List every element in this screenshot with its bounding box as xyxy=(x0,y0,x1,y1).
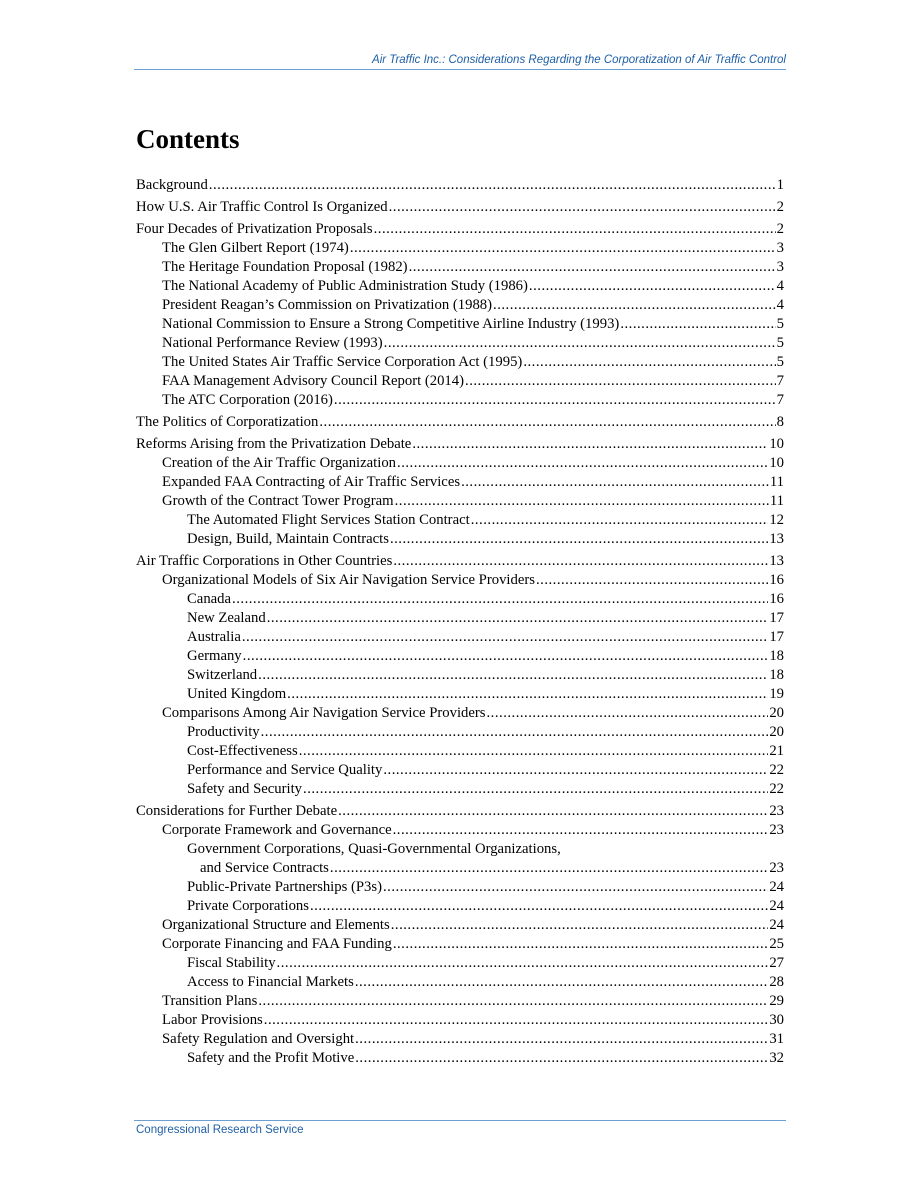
toc-entry[interactable] xyxy=(136,413,784,432)
toc-page-number: 16 xyxy=(769,591,784,607)
toc-entry-title: Transition Plans xyxy=(162,993,258,1009)
dot-leader xyxy=(303,780,768,799)
dot-leader xyxy=(267,609,769,628)
toc-page-number: 7 xyxy=(776,392,784,408)
toc-entry[interactable] xyxy=(136,723,784,742)
dot-leader xyxy=(395,492,769,511)
dot-leader xyxy=(393,552,768,571)
dot-leader xyxy=(383,761,768,780)
toc-entry[interactable] xyxy=(136,954,784,973)
dot-leader xyxy=(232,590,768,609)
dot-leader xyxy=(465,372,776,391)
toc-entry[interactable] xyxy=(136,571,784,590)
toc-page-number: 28 xyxy=(769,974,784,990)
toc-page-number: 1 xyxy=(776,177,784,193)
toc-page-number: 8 xyxy=(776,414,784,430)
toc-entry[interactable] xyxy=(136,647,784,666)
toc-entry-title: Organizational Structure and Elements xyxy=(162,917,390,933)
dot-leader xyxy=(620,315,775,334)
toc-entry[interactable] xyxy=(136,821,784,840)
toc-entry-title: Access to Financial Markets xyxy=(187,974,354,990)
dot-leader xyxy=(310,897,768,916)
toc-entry-title: Design, Build, Maintain Contracts xyxy=(187,531,389,547)
dot-leader xyxy=(393,935,768,954)
toc-entry-title: The United States Air Traffic Service Corporation Act (1995) xyxy=(162,354,523,370)
toc-entry[interactable] xyxy=(136,916,784,935)
toc-entry-title: Canada xyxy=(187,591,232,607)
toc-page-number: 22 xyxy=(769,762,784,778)
toc-page-number: 17 xyxy=(769,610,784,626)
toc-entry-title: Organizational Models of Six Air Navigation Service Providers xyxy=(162,572,535,588)
toc-page-number: 18 xyxy=(769,667,784,683)
toc-entry[interactable] xyxy=(136,1030,784,1049)
toc-entry[interactable] xyxy=(136,198,784,217)
dot-leader xyxy=(536,571,768,590)
toc-page-number: 23 xyxy=(769,860,784,876)
dot-leader xyxy=(390,530,768,549)
toc-entry-title: Reforms Arising from the Privatization Debate xyxy=(136,436,412,452)
toc-entry-title: The Politics of Corporatization xyxy=(136,414,319,430)
toc-entry-title: Private Corporations xyxy=(187,898,309,914)
toc-entry-title: and Service Contracts xyxy=(200,860,329,876)
toc-page-number: 4 xyxy=(776,278,784,294)
toc-entry[interactable] xyxy=(136,992,784,1011)
toc-entry-title: Performance and Service Quality xyxy=(187,762,383,778)
dot-leader xyxy=(334,391,776,410)
toc-entry-title: Safety Regulation and Oversight xyxy=(162,1031,355,1047)
toc-entry[interactable] xyxy=(136,552,784,571)
toc-page-number: 31 xyxy=(769,1031,784,1047)
toc-entry-title: Cost-Effectiveness xyxy=(187,743,298,759)
dot-leader xyxy=(397,454,768,473)
dot-leader xyxy=(299,742,769,761)
toc-page-number: 23 xyxy=(769,822,784,838)
toc-entry[interactable] xyxy=(136,176,784,195)
toc-page-number: 13 xyxy=(769,553,784,569)
dot-leader xyxy=(350,239,776,258)
toc-entry[interactable] xyxy=(136,258,784,277)
toc-entry[interactable] xyxy=(136,704,784,723)
dot-leader xyxy=(258,992,768,1011)
toc-page-number: 2 xyxy=(776,221,784,237)
toc-entry-title: Corporate Financing and FAA Funding xyxy=(162,936,392,952)
dot-leader xyxy=(409,258,776,277)
toc-page-number: 10 xyxy=(769,455,784,471)
dot-leader xyxy=(209,176,776,195)
toc-entry[interactable] xyxy=(136,492,784,511)
toc-page-number: 30 xyxy=(769,1012,784,1028)
toc-entry-title: Four Decades of Privatization Proposals xyxy=(136,221,373,237)
toc-entry[interactable] xyxy=(136,935,784,954)
toc-entry-title: National Commission to Ensure a Strong Competitive Airline Industry (1993) xyxy=(162,316,620,332)
toc-entry-title: Public-Private Partnerships (P3s) xyxy=(187,879,382,895)
dot-leader xyxy=(493,296,776,315)
toc-entry-title: The Glen Gilbert Report (1974) xyxy=(162,240,349,256)
toc-entry[interactable] xyxy=(136,315,784,334)
toc-entry[interactable] xyxy=(136,780,784,799)
toc-entry[interactable] xyxy=(136,761,784,780)
toc-page-number: 20 xyxy=(769,705,784,721)
toc-page-number: 11 xyxy=(769,493,784,509)
dot-leader xyxy=(355,973,768,992)
toc-page-number: 24 xyxy=(769,898,784,914)
toc-page-number: 22 xyxy=(769,781,784,797)
dot-leader xyxy=(355,1030,768,1049)
toc-page-number: 21 xyxy=(769,743,784,759)
toc-entry-title: Creation of the Air Traffic Organization xyxy=(162,455,397,471)
toc-page-number: 7 xyxy=(776,373,784,389)
running-header: Air Traffic Inc.: Considerations Regarding the Corporatization of Air Traffic Control xyxy=(372,54,786,66)
toc-page-number: 17 xyxy=(769,629,784,645)
dot-leader xyxy=(243,647,769,666)
toc-page-number: 20 xyxy=(769,724,784,740)
dot-leader xyxy=(338,802,768,821)
dot-leader xyxy=(389,198,776,217)
toc-page-number: 25 xyxy=(769,936,784,952)
footer-divider xyxy=(134,1120,786,1121)
footer-source: Congressional Research Service xyxy=(136,1124,304,1136)
toc-entry-title: National Performance Review (1993) xyxy=(162,335,383,351)
toc-page-number: 27 xyxy=(769,955,784,971)
dot-leader xyxy=(258,666,768,685)
toc-entry[interactable] xyxy=(136,220,784,239)
dot-leader xyxy=(461,473,769,492)
toc-page-number: 11 xyxy=(769,474,784,490)
toc-entry[interactable] xyxy=(136,391,784,410)
toc-entry[interactable] xyxy=(136,685,784,704)
dot-leader xyxy=(487,704,769,723)
dot-leader xyxy=(383,878,768,897)
toc-page-number: 19 xyxy=(769,686,784,702)
toc-entry[interactable] xyxy=(136,609,784,628)
toc-entry[interactable] xyxy=(136,666,784,685)
dot-leader xyxy=(242,628,768,647)
toc-entry-title: FAA Management Advisory Council Report (2014) xyxy=(162,373,465,389)
dot-leader xyxy=(261,723,769,742)
toc-entry[interactable] xyxy=(136,372,784,391)
dot-leader xyxy=(374,220,776,239)
toc-page-number: 5 xyxy=(776,354,784,370)
toc-entry[interactable] xyxy=(136,802,784,821)
toc-entry[interactable] xyxy=(136,1011,784,1030)
toc-page-number: 23 xyxy=(769,803,784,819)
dot-leader xyxy=(391,916,769,935)
toc-page-number: 13 xyxy=(769,531,784,547)
toc-entry[interactable] xyxy=(136,840,784,859)
toc-entry-title: Corporate Framework and Governance xyxy=(162,822,392,838)
header-divider xyxy=(134,69,786,70)
dot-leader xyxy=(277,954,769,973)
toc-entry[interactable] xyxy=(136,511,784,530)
dot-leader xyxy=(384,334,776,353)
toc-entry[interactable] xyxy=(136,277,784,296)
toc-entry-title: The National Academy of Public Administration Study (1986) xyxy=(162,278,528,294)
toc-entry[interactable] xyxy=(136,1049,784,1068)
dot-leader xyxy=(471,511,769,530)
toc-entry-title: Expanded FAA Contracting of Air Traffic Services xyxy=(162,474,461,490)
toc-entry[interactable] xyxy=(136,296,784,315)
dot-leader xyxy=(287,685,768,704)
toc-page-number: 32 xyxy=(769,1050,784,1066)
toc-page-number: 29 xyxy=(769,993,784,1009)
toc-entry-title: The ATC Corporation (2016) xyxy=(162,392,333,408)
dot-leader xyxy=(393,821,769,840)
dot-leader xyxy=(330,859,768,878)
toc-entry-title: Switzerland xyxy=(187,667,258,683)
toc-entry-title: Considerations for Further Debate xyxy=(136,803,338,819)
dot-leader xyxy=(523,353,775,372)
toc-entry[interactable] xyxy=(136,628,784,647)
dot-leader xyxy=(412,435,768,454)
toc-entry-title: Fiscal Stability xyxy=(187,955,276,971)
toc-entry-title: Australia xyxy=(187,629,241,645)
toc-entry-title: Germany xyxy=(187,648,242,664)
toc-entry-title: President Reagan’s Commission on Privatization (1988) xyxy=(162,297,493,313)
table-of-contents xyxy=(136,173,784,1068)
toc-page-number: 5 xyxy=(776,335,784,351)
toc-entry-title: Productivity xyxy=(187,724,260,740)
dot-leader xyxy=(355,1049,768,1068)
toc-page-number: 12 xyxy=(769,512,784,528)
toc-page-number: 3 xyxy=(776,259,784,275)
toc-entry[interactable] xyxy=(136,590,784,609)
toc-entry[interactable] xyxy=(136,454,784,473)
toc-entry[interactable] xyxy=(136,473,784,492)
toc-entry[interactable] xyxy=(136,435,784,454)
toc-entry-title: Safety and the Profit Motive xyxy=(187,1050,355,1066)
toc-page-number: 5 xyxy=(776,316,784,332)
toc-entry-title: The Heritage Foundation Proposal (1982) xyxy=(162,259,408,275)
toc-entry[interactable] xyxy=(136,973,784,992)
toc-entry[interactable] xyxy=(136,530,784,549)
toc-entry-title: Labor Provisions xyxy=(162,1012,263,1028)
toc-page-number: 24 xyxy=(769,879,784,895)
toc-entry-title: United Kingdom xyxy=(187,686,287,702)
dot-leader xyxy=(529,277,776,296)
toc-entry-title: Safety and Security xyxy=(187,781,303,797)
toc-entry[interactable] xyxy=(136,334,784,353)
toc-entry-title: Government Corporations, Quasi-Governmental Organizations, xyxy=(187,841,561,857)
toc-entry-title: Comparisons Among Air Navigation Service Providers xyxy=(162,705,486,721)
toc-page-number: 3 xyxy=(776,240,784,256)
toc-entry[interactable] xyxy=(136,878,784,897)
dot-leader xyxy=(319,413,775,432)
toc-page-number: 16 xyxy=(769,572,784,588)
toc-page-number: 24 xyxy=(769,917,784,933)
toc-entry[interactable] xyxy=(136,353,784,372)
toc-entry-title: New Zealand xyxy=(187,610,266,626)
toc-entry-title: How U.S. Air Traffic Control Is Organized xyxy=(136,199,388,215)
toc-entry[interactable] xyxy=(136,897,784,916)
toc-entry-title: Growth of the Contract Tower Program xyxy=(162,493,394,509)
toc-entry[interactable] xyxy=(136,859,784,878)
toc-entry-title: Air Traffic Corporations in Other Countries xyxy=(136,553,393,569)
toc-page-number: 4 xyxy=(776,297,784,313)
toc-page-number: 10 xyxy=(769,436,784,452)
toc-page-number: 18 xyxy=(769,648,784,664)
toc-entry[interactable] xyxy=(136,742,784,761)
dot-leader xyxy=(264,1011,769,1030)
toc-entry-title: Background xyxy=(136,177,208,193)
page-title: Contents xyxy=(136,124,240,154)
toc-page-number: 2 xyxy=(776,199,784,215)
toc-entry[interactable] xyxy=(136,239,784,258)
toc-entry-title: The Automated Flight Services Station Contract xyxy=(187,512,470,528)
